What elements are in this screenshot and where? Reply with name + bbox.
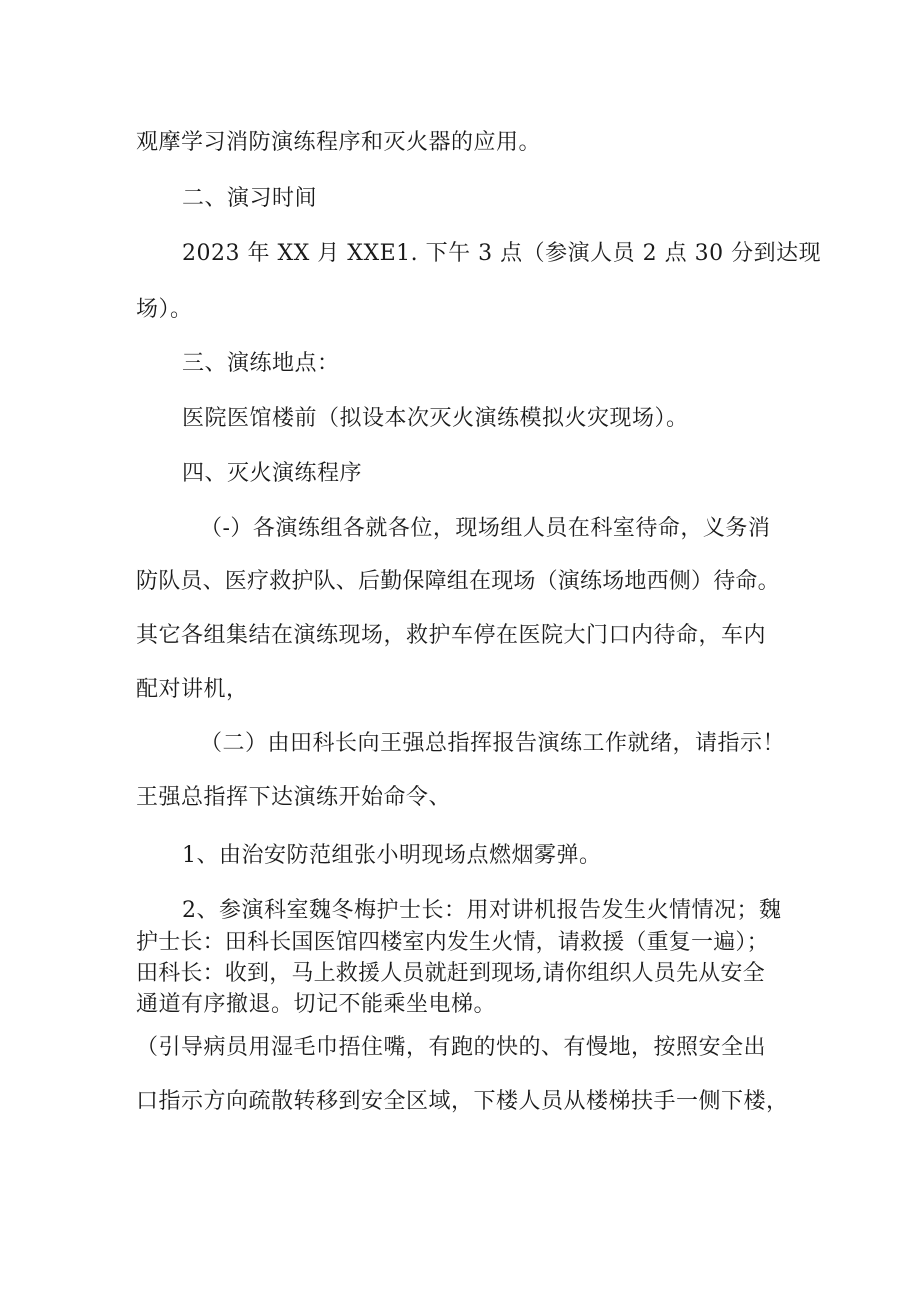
section-heading-drill-location: 三、演练地点： — [182, 351, 340, 376]
procedure-step-1-line-4: 配对讲机， — [136, 677, 249, 702]
paragraph-intro-tail: 观摩学习消防演练程序和灭火器的应用。 — [136, 130, 542, 155]
procedure-step-1-line-1: （-）各演练组各就各位，现场组人员在科室待命，义务消 — [200, 516, 771, 541]
substep-1-text: 1、由治安防范组张小明现场点燃烟雾弹。 — [182, 843, 602, 868]
substep-2-line-2: 护士长：田科长国医馆四楼室内发生火情，请救援（重复一遍）； — [136, 930, 769, 955]
procedure-step-2-line-1: （二）由田科长向王强总指挥报告演练工作就绪，请指示！ — [200, 731, 786, 756]
procedure-step-1-line-3: 其它各组集结在演练现场，救护车停在医院大门口内待命，车内 — [136, 623, 767, 648]
procedure-step-1-line-2: 防队员、医疗救护队、后勤保障组在现场（演练场地西侧）待命。 — [136, 569, 780, 594]
guidance-line-2: 口指示方向疏散转移到安全区域，下楼人员从楼梯扶手一侧下楼， — [136, 1089, 789, 1114]
drill-time-line-2: 场）。 — [136, 297, 193, 322]
drill-location-text: 医院医馆楼前（拟设本次灭火演练模拟火灾现场）。 — [182, 406, 689, 431]
substep-2-line-4: 通道有序撤退。切记不能乘坐电梯。 — [136, 992, 497, 1017]
procedure-step-2-line-2: 王强总指挥下达演练开始命令、 — [136, 785, 452, 810]
section-heading-drill-time: 二、演习时间 — [182, 186, 318, 211]
section-heading-drill-procedure: 四、灭火演练程序 — [182, 461, 363, 486]
guidance-line-1: （引导病员用湿毛巾捂住嘴，有跑的快的、有慢地，按照安全出 — [136, 1035, 767, 1060]
drill-time-line-1: 2023 年 XX 月 XXE1. 下午 3 点（参演人员 2 点 30 分到达现 — [182, 241, 822, 266]
substep-2-line-3: 田科长：收到，马上救援人员就赶到现场,请你组织人员先从安全 — [136, 961, 765, 986]
substep-2-line-1: 2、参演科室魏冬梅护士长：用对讲机报告发生火情情况；魏 — [182, 898, 782, 923]
